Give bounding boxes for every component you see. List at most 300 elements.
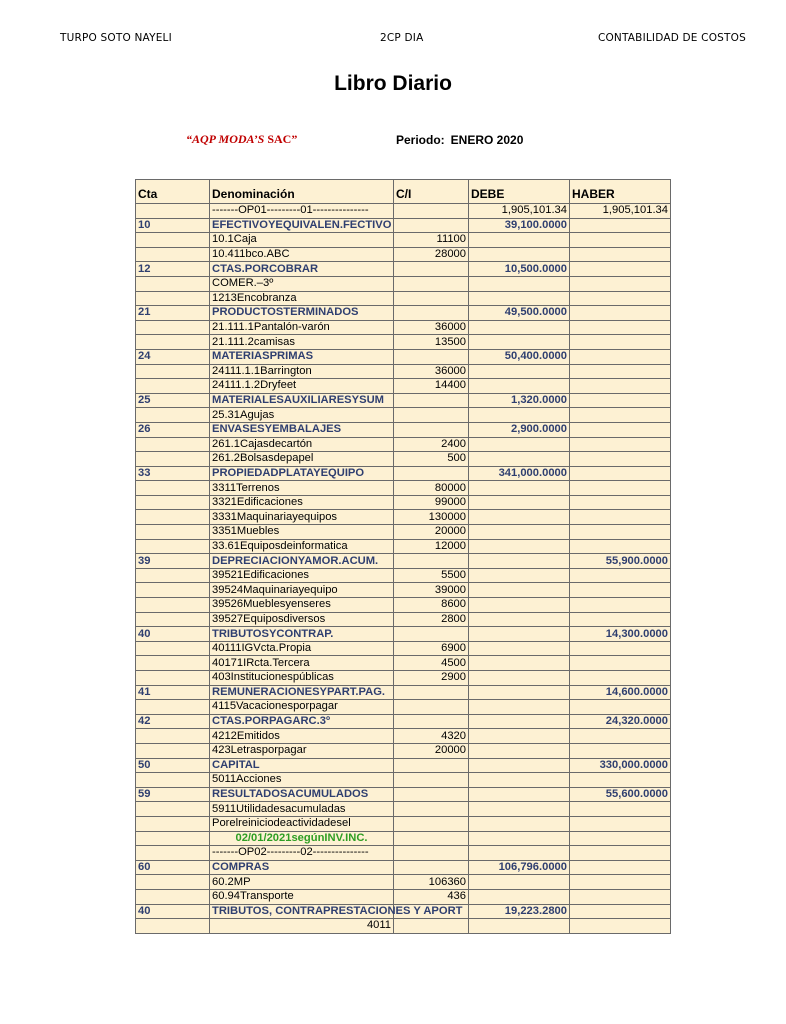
cell-haber bbox=[570, 904, 671, 919]
cell-ci bbox=[394, 685, 469, 700]
cell-ci bbox=[394, 846, 469, 861]
cell-denominacion: 40111IGVcta.Propia bbox=[210, 641, 394, 656]
cell-cta bbox=[136, 583, 210, 598]
cell-haber bbox=[570, 393, 671, 408]
cell-debe: 341,000.0000 bbox=[469, 466, 570, 481]
cell-haber: 55,600.0000 bbox=[570, 787, 671, 802]
cell-denominacion: 02/01/2021segúnINV.INC. bbox=[210, 831, 394, 846]
cell-ci bbox=[394, 627, 469, 642]
table-row bbox=[136, 816, 671, 831]
cell-haber bbox=[570, 364, 671, 379]
cell-denominacion: CTAS.PORCOBRAR bbox=[210, 262, 394, 277]
cell-ci: 28000 bbox=[394, 247, 469, 262]
col-header-ci: C/I bbox=[394, 180, 469, 204]
cell-cta bbox=[136, 276, 210, 291]
cell-haber bbox=[570, 612, 671, 627]
cell-haber bbox=[570, 495, 671, 510]
cell-cta bbox=[136, 408, 210, 423]
table-row bbox=[136, 349, 671, 364]
period-label: Periodo: bbox=[396, 133, 445, 147]
company-name bbox=[186, 132, 297, 147]
table-row bbox=[136, 671, 671, 686]
cell-debe bbox=[469, 539, 570, 554]
table-row bbox=[136, 204, 671, 219]
cell-debe bbox=[469, 583, 570, 598]
cell-cta bbox=[136, 875, 210, 890]
cell-cta: 26 bbox=[136, 422, 210, 437]
cell-ci bbox=[394, 919, 469, 934]
cell-debe bbox=[469, 714, 570, 729]
cell-cta: 41 bbox=[136, 685, 210, 700]
cell-ci bbox=[394, 816, 469, 831]
cell-haber bbox=[570, 408, 671, 423]
table-row bbox=[136, 554, 671, 569]
cell-ci bbox=[394, 204, 469, 219]
table-row bbox=[136, 262, 671, 277]
cell-denominacion: 25.31Agujas bbox=[210, 408, 394, 423]
table-row bbox=[136, 656, 671, 671]
cell-denominacion: 3321Edificaciones bbox=[210, 495, 394, 510]
cell-denominacion: 24111.1.1Barrington bbox=[210, 364, 394, 379]
cell-denominacion: 39526Mueblesyenseres bbox=[210, 598, 394, 613]
table-row bbox=[136, 306, 671, 321]
cell-cta bbox=[136, 291, 210, 306]
cell-cta: 59 bbox=[136, 787, 210, 802]
cell-cta: 42 bbox=[136, 714, 210, 729]
cell-ci bbox=[394, 700, 469, 715]
cell-haber: 55,900.0000 bbox=[570, 554, 671, 569]
cell-denominacion: 4115Vacacionesporpagar bbox=[210, 700, 394, 715]
cell-cta bbox=[136, 437, 210, 452]
cell-denominacion: REMUNERACIONESYPART.PAG. bbox=[210, 685, 394, 700]
cell-cta bbox=[136, 598, 210, 613]
table-row bbox=[136, 802, 671, 817]
table-row bbox=[136, 393, 671, 408]
table-row bbox=[136, 627, 671, 642]
cell-haber bbox=[570, 349, 671, 364]
table-row bbox=[136, 335, 671, 350]
cell-debe bbox=[469, 233, 570, 248]
header-course-group: 2CP DIA bbox=[380, 32, 424, 44]
cell-cta: 39 bbox=[136, 554, 210, 569]
cell-haber: 14,300.0000 bbox=[570, 627, 671, 642]
cell-cta: 21 bbox=[136, 306, 210, 321]
cell-cta bbox=[136, 889, 210, 904]
cell-ci bbox=[394, 306, 469, 321]
page-title: Libro Diario bbox=[334, 72, 452, 95]
cell-haber bbox=[570, 831, 671, 846]
cell-ci bbox=[394, 758, 469, 773]
table-row bbox=[136, 568, 671, 583]
cell-ci bbox=[394, 276, 469, 291]
cell-cta bbox=[136, 743, 210, 758]
cell-cta bbox=[136, 335, 210, 350]
table-row bbox=[136, 364, 671, 379]
cell-haber bbox=[570, 276, 671, 291]
cell-debe: 39,100.0000 bbox=[469, 218, 570, 233]
cell-ci: 2400 bbox=[394, 437, 469, 452]
cell-denominacion: 403Institucionespúblicas bbox=[210, 671, 394, 686]
table-row bbox=[136, 612, 671, 627]
period-value: ENERO 2020 bbox=[450, 133, 524, 147]
cell-denominacion: 33.61Equiposdeinformatica bbox=[210, 539, 394, 554]
cell-cta bbox=[136, 320, 210, 335]
cell-denominacion: DEPRECIACIONYAMOR.ACUM. bbox=[210, 554, 394, 569]
table-row bbox=[136, 525, 671, 540]
cell-haber bbox=[570, 641, 671, 656]
cell-haber bbox=[570, 379, 671, 394]
cell-debe bbox=[469, 612, 570, 627]
cell-cta: 33 bbox=[136, 466, 210, 481]
cell-ci bbox=[394, 393, 469, 408]
table-row bbox=[136, 510, 671, 525]
cell-ci: 12000 bbox=[394, 539, 469, 554]
col-header-denominacion: Denominación bbox=[210, 180, 394, 204]
cell-ci bbox=[394, 860, 469, 875]
cell-haber bbox=[570, 656, 671, 671]
company-suffix: SAC” bbox=[267, 132, 298, 146]
company-name-text: “AQP MODA’S bbox=[186, 132, 265, 146]
cell-denominacion: 4011 bbox=[210, 919, 394, 934]
table-row bbox=[136, 320, 671, 335]
cell-haber bbox=[570, 919, 671, 934]
cell-debe bbox=[469, 291, 570, 306]
cell-ci bbox=[394, 291, 469, 306]
cell-ci: 80000 bbox=[394, 481, 469, 496]
cell-denominacion: 60.2MP bbox=[210, 875, 394, 890]
cell-debe bbox=[469, 320, 570, 335]
cell-haber bbox=[570, 802, 671, 817]
cell-haber bbox=[570, 291, 671, 306]
cell-debe bbox=[469, 408, 570, 423]
cell-haber bbox=[570, 481, 671, 496]
cell-debe: 19,223.2800 bbox=[469, 904, 570, 919]
journal-table bbox=[135, 179, 671, 934]
cell-cta bbox=[136, 481, 210, 496]
cell-ci bbox=[394, 262, 469, 277]
cell-ci: 2800 bbox=[394, 612, 469, 627]
cell-denominacion: 21.111.1Pantalón-varón bbox=[210, 320, 394, 335]
cell-debe bbox=[469, 335, 570, 350]
table-row bbox=[136, 787, 671, 802]
table-row bbox=[136, 875, 671, 890]
cell-debe bbox=[469, 452, 570, 467]
cell-debe bbox=[469, 568, 570, 583]
cell-haber: 24,320.0000 bbox=[570, 714, 671, 729]
table-row bbox=[136, 247, 671, 262]
cell-debe: 106,796.0000 bbox=[469, 860, 570, 875]
table-row bbox=[136, 291, 671, 306]
header-subject: CONTABILIDAD DE COSTOS bbox=[597, 32, 746, 44]
cell-cta bbox=[136, 919, 210, 934]
cell-haber bbox=[570, 671, 671, 686]
table-row bbox=[136, 481, 671, 496]
cell-denominacion: 5011Acciones bbox=[210, 773, 394, 788]
cell-debe bbox=[469, 364, 570, 379]
cell-denominacion: CAPITAL bbox=[210, 758, 394, 773]
table-row bbox=[136, 422, 671, 437]
cell-denominacion: COMPRAS bbox=[210, 860, 394, 875]
col-header-haber: HABER bbox=[570, 180, 671, 204]
cell-debe bbox=[469, 481, 570, 496]
table-row bbox=[136, 539, 671, 554]
cell-debe: 1,905,101.34 bbox=[469, 204, 570, 219]
cell-denominacion: 3311Terrenos bbox=[210, 481, 394, 496]
cell-cta bbox=[136, 525, 210, 540]
cell-haber bbox=[570, 860, 671, 875]
table-row bbox=[136, 408, 671, 423]
table-row bbox=[136, 700, 671, 715]
cell-cta: 24 bbox=[136, 349, 210, 364]
cell-haber bbox=[570, 233, 671, 248]
cell-ci bbox=[394, 714, 469, 729]
table-row bbox=[136, 233, 671, 248]
cell-haber bbox=[570, 510, 671, 525]
cell-denominacion: 261.1Cajasdecartón bbox=[210, 437, 394, 452]
cell-ci: 106360 bbox=[394, 875, 469, 890]
cell-denominacion: EFECTIVOYEQUIVALEN.FECTIVO bbox=[210, 218, 394, 233]
cell-debe bbox=[469, 816, 570, 831]
cell-haber bbox=[570, 466, 671, 481]
cell-debe bbox=[469, 685, 570, 700]
cell-haber bbox=[570, 320, 671, 335]
table-header-row bbox=[136, 180, 671, 204]
cell-cta bbox=[136, 364, 210, 379]
table-row bbox=[136, 904, 671, 919]
cell-denominacion: -------OP01---------01--------------- bbox=[210, 204, 394, 219]
cell-cta: 40 bbox=[136, 904, 210, 919]
cell-ci bbox=[394, 349, 469, 364]
cell-debe bbox=[469, 743, 570, 758]
cell-denominacion: PROPIEDADPLATAYEQUIPO bbox=[210, 466, 394, 481]
cell-cta bbox=[136, 773, 210, 788]
cell-denominacion: 60.94Transporte bbox=[210, 889, 394, 904]
cell-cta: 10 bbox=[136, 218, 210, 233]
cell-debe bbox=[469, 525, 570, 540]
col-header-cta: Cta bbox=[136, 180, 210, 204]
cell-denominacion: COMER.–3º bbox=[210, 276, 394, 291]
cell-haber bbox=[570, 539, 671, 554]
cell-cta bbox=[136, 247, 210, 262]
cell-haber bbox=[570, 262, 671, 277]
cell-denominacion: ENVASESYEMBALAJES bbox=[210, 422, 394, 437]
cell-debe: 10,500.0000 bbox=[469, 262, 570, 277]
cell-debe bbox=[469, 598, 570, 613]
cell-cta bbox=[136, 233, 210, 248]
cell-haber bbox=[570, 306, 671, 321]
cell-cta bbox=[136, 700, 210, 715]
cell-denominacion: 39521Edificaciones bbox=[210, 568, 394, 583]
table-row bbox=[136, 495, 671, 510]
cell-denominacion: 24111.1.2Dryfeet bbox=[210, 379, 394, 394]
cell-haber bbox=[570, 437, 671, 452]
cell-cta bbox=[136, 656, 210, 671]
cell-debe bbox=[469, 276, 570, 291]
cell-debe bbox=[469, 787, 570, 802]
cell-ci: 36000 bbox=[394, 364, 469, 379]
cell-ci: 4320 bbox=[394, 729, 469, 744]
cell-cta bbox=[136, 831, 210, 846]
cell-cta bbox=[136, 495, 210, 510]
cell-ci bbox=[394, 408, 469, 423]
cell-denominacion: 3331Maquinariayequipos bbox=[210, 510, 394, 525]
cell-cta: 25 bbox=[136, 393, 210, 408]
cell-denominacion: CTAS.PORPAGARC.3º bbox=[210, 714, 394, 729]
cell-cta bbox=[136, 671, 210, 686]
cell-debe bbox=[469, 641, 570, 656]
cell-haber bbox=[570, 875, 671, 890]
cell-debe bbox=[469, 510, 570, 525]
cell-haber bbox=[570, 889, 671, 904]
cell-haber bbox=[570, 583, 671, 598]
cell-haber bbox=[570, 773, 671, 788]
cell-ci: 4500 bbox=[394, 656, 469, 671]
cell-cta bbox=[136, 641, 210, 656]
cell-ci: 14400 bbox=[394, 379, 469, 394]
cell-ci bbox=[394, 466, 469, 481]
cell-ci bbox=[394, 218, 469, 233]
cell-debe bbox=[469, 656, 570, 671]
cell-debe bbox=[469, 846, 570, 861]
cell-debe: 50,400.0000 bbox=[469, 349, 570, 364]
cell-denominacion: MATERIASPRIMAS bbox=[210, 349, 394, 364]
cell-haber bbox=[570, 247, 671, 262]
cell-denominacion: -------OP02---------02--------------- bbox=[210, 846, 394, 861]
cell-denominacion: 10.411bco.ABC bbox=[210, 247, 394, 262]
cell-ci: 500 bbox=[394, 452, 469, 467]
cell-denominacion: MATERIALESAUXILIARESYSUM bbox=[210, 393, 394, 408]
table-row bbox=[136, 583, 671, 598]
table-row bbox=[136, 466, 671, 481]
table-row bbox=[136, 714, 671, 729]
cell-cta: 12 bbox=[136, 262, 210, 277]
cell-haber bbox=[570, 218, 671, 233]
cell-ci bbox=[394, 422, 469, 437]
cell-ci: 20000 bbox=[394, 743, 469, 758]
cell-ci: 130000 bbox=[394, 510, 469, 525]
cell-ci bbox=[394, 831, 469, 846]
cell-ci: 13500 bbox=[394, 335, 469, 350]
cell-debe bbox=[469, 671, 570, 686]
table-row bbox=[136, 218, 671, 233]
cell-haber bbox=[570, 743, 671, 758]
cell-haber bbox=[570, 700, 671, 715]
cell-debe bbox=[469, 700, 570, 715]
cell-cta: 60 bbox=[136, 860, 210, 875]
cell-denominacion: 10.1Caja bbox=[210, 233, 394, 248]
cell-debe: 2,900.0000 bbox=[469, 422, 570, 437]
cell-denominacion: 21.111.2camisas bbox=[210, 335, 394, 350]
cell-denominacion: Porelreiniciodeactividadesel bbox=[210, 816, 394, 831]
cell-denominacion: PRODUCTOSTERMINADOS bbox=[210, 306, 394, 321]
header-student-name: TURPO SOTO NAYELI bbox=[60, 32, 172, 44]
cell-debe: 1,320.0000 bbox=[469, 393, 570, 408]
col-header-debe: DEBE bbox=[469, 180, 570, 204]
cell-debe: 49,500.0000 bbox=[469, 306, 570, 321]
cell-denominacion: 4212Emitidos bbox=[210, 729, 394, 744]
cell-ci: 8600 bbox=[394, 598, 469, 613]
cell-debe bbox=[469, 729, 570, 744]
cell-cta bbox=[136, 846, 210, 861]
cell-debe bbox=[469, 554, 570, 569]
cell-cta bbox=[136, 452, 210, 467]
cell-cta: 50 bbox=[136, 758, 210, 773]
cell-ci: 11100 bbox=[394, 233, 469, 248]
cell-denominacion: 1213Encobranza bbox=[210, 291, 394, 306]
cell-ci bbox=[394, 802, 469, 817]
table-row bbox=[136, 641, 671, 656]
cell-haber bbox=[570, 525, 671, 540]
cell-denominacion: 5911Utilidadesacumuladas bbox=[210, 802, 394, 817]
cell-ci: 36000 bbox=[394, 320, 469, 335]
cell-ci: 99000 bbox=[394, 495, 469, 510]
table-row bbox=[136, 831, 671, 846]
cell-cta bbox=[136, 539, 210, 554]
cell-haber: 14,600.0000 bbox=[570, 685, 671, 700]
cell-haber bbox=[570, 422, 671, 437]
cell-cta bbox=[136, 379, 210, 394]
table-row bbox=[136, 889, 671, 904]
table-row bbox=[136, 685, 671, 700]
table-row bbox=[136, 860, 671, 875]
cell-haber bbox=[570, 335, 671, 350]
journal-table-body bbox=[136, 204, 671, 934]
cell-ci: 2900 bbox=[394, 671, 469, 686]
cell-haber bbox=[570, 729, 671, 744]
cell-denominacion: 39527Equiposdiversos bbox=[210, 612, 394, 627]
cell-debe bbox=[469, 437, 570, 452]
cell-debe bbox=[469, 379, 570, 394]
table-row bbox=[136, 437, 671, 452]
cell-cta bbox=[136, 802, 210, 817]
cell-denominacion: TRIBUTOSYCONTRAP. bbox=[210, 627, 394, 642]
table-row bbox=[136, 276, 671, 291]
cell-cta bbox=[136, 568, 210, 583]
cell-haber: 1,905,101.34 bbox=[570, 204, 671, 219]
table-row bbox=[136, 758, 671, 773]
cell-haber bbox=[570, 568, 671, 583]
table-row bbox=[136, 598, 671, 613]
table-row bbox=[136, 773, 671, 788]
table-row bbox=[136, 846, 671, 861]
cell-denominacion: 3351Muebles bbox=[210, 525, 394, 540]
cell-cta bbox=[136, 612, 210, 627]
cell-haber bbox=[570, 598, 671, 613]
cell-ci: 436 bbox=[394, 889, 469, 904]
cell-debe bbox=[469, 889, 570, 904]
cell-debe bbox=[469, 831, 570, 846]
cell-haber bbox=[570, 816, 671, 831]
table-row bbox=[136, 729, 671, 744]
cell-debe bbox=[469, 802, 570, 817]
period-info bbox=[396, 133, 523, 147]
cell-ci: 39000 bbox=[394, 583, 469, 598]
cell-debe bbox=[469, 875, 570, 890]
cell-haber bbox=[570, 846, 671, 861]
cell-debe bbox=[469, 773, 570, 788]
cell-denominacion: 423Letrasporpagar bbox=[210, 743, 394, 758]
cell-debe bbox=[469, 919, 570, 934]
cell-ci: 6900 bbox=[394, 641, 469, 656]
table-row bbox=[136, 379, 671, 394]
cell-haber: 330,000.0000 bbox=[570, 758, 671, 773]
cell-haber bbox=[570, 452, 671, 467]
cell-debe bbox=[469, 495, 570, 510]
cell-cta bbox=[136, 204, 210, 219]
cell-debe bbox=[469, 758, 570, 773]
table-row bbox=[136, 919, 671, 934]
cell-cta: 40 bbox=[136, 627, 210, 642]
